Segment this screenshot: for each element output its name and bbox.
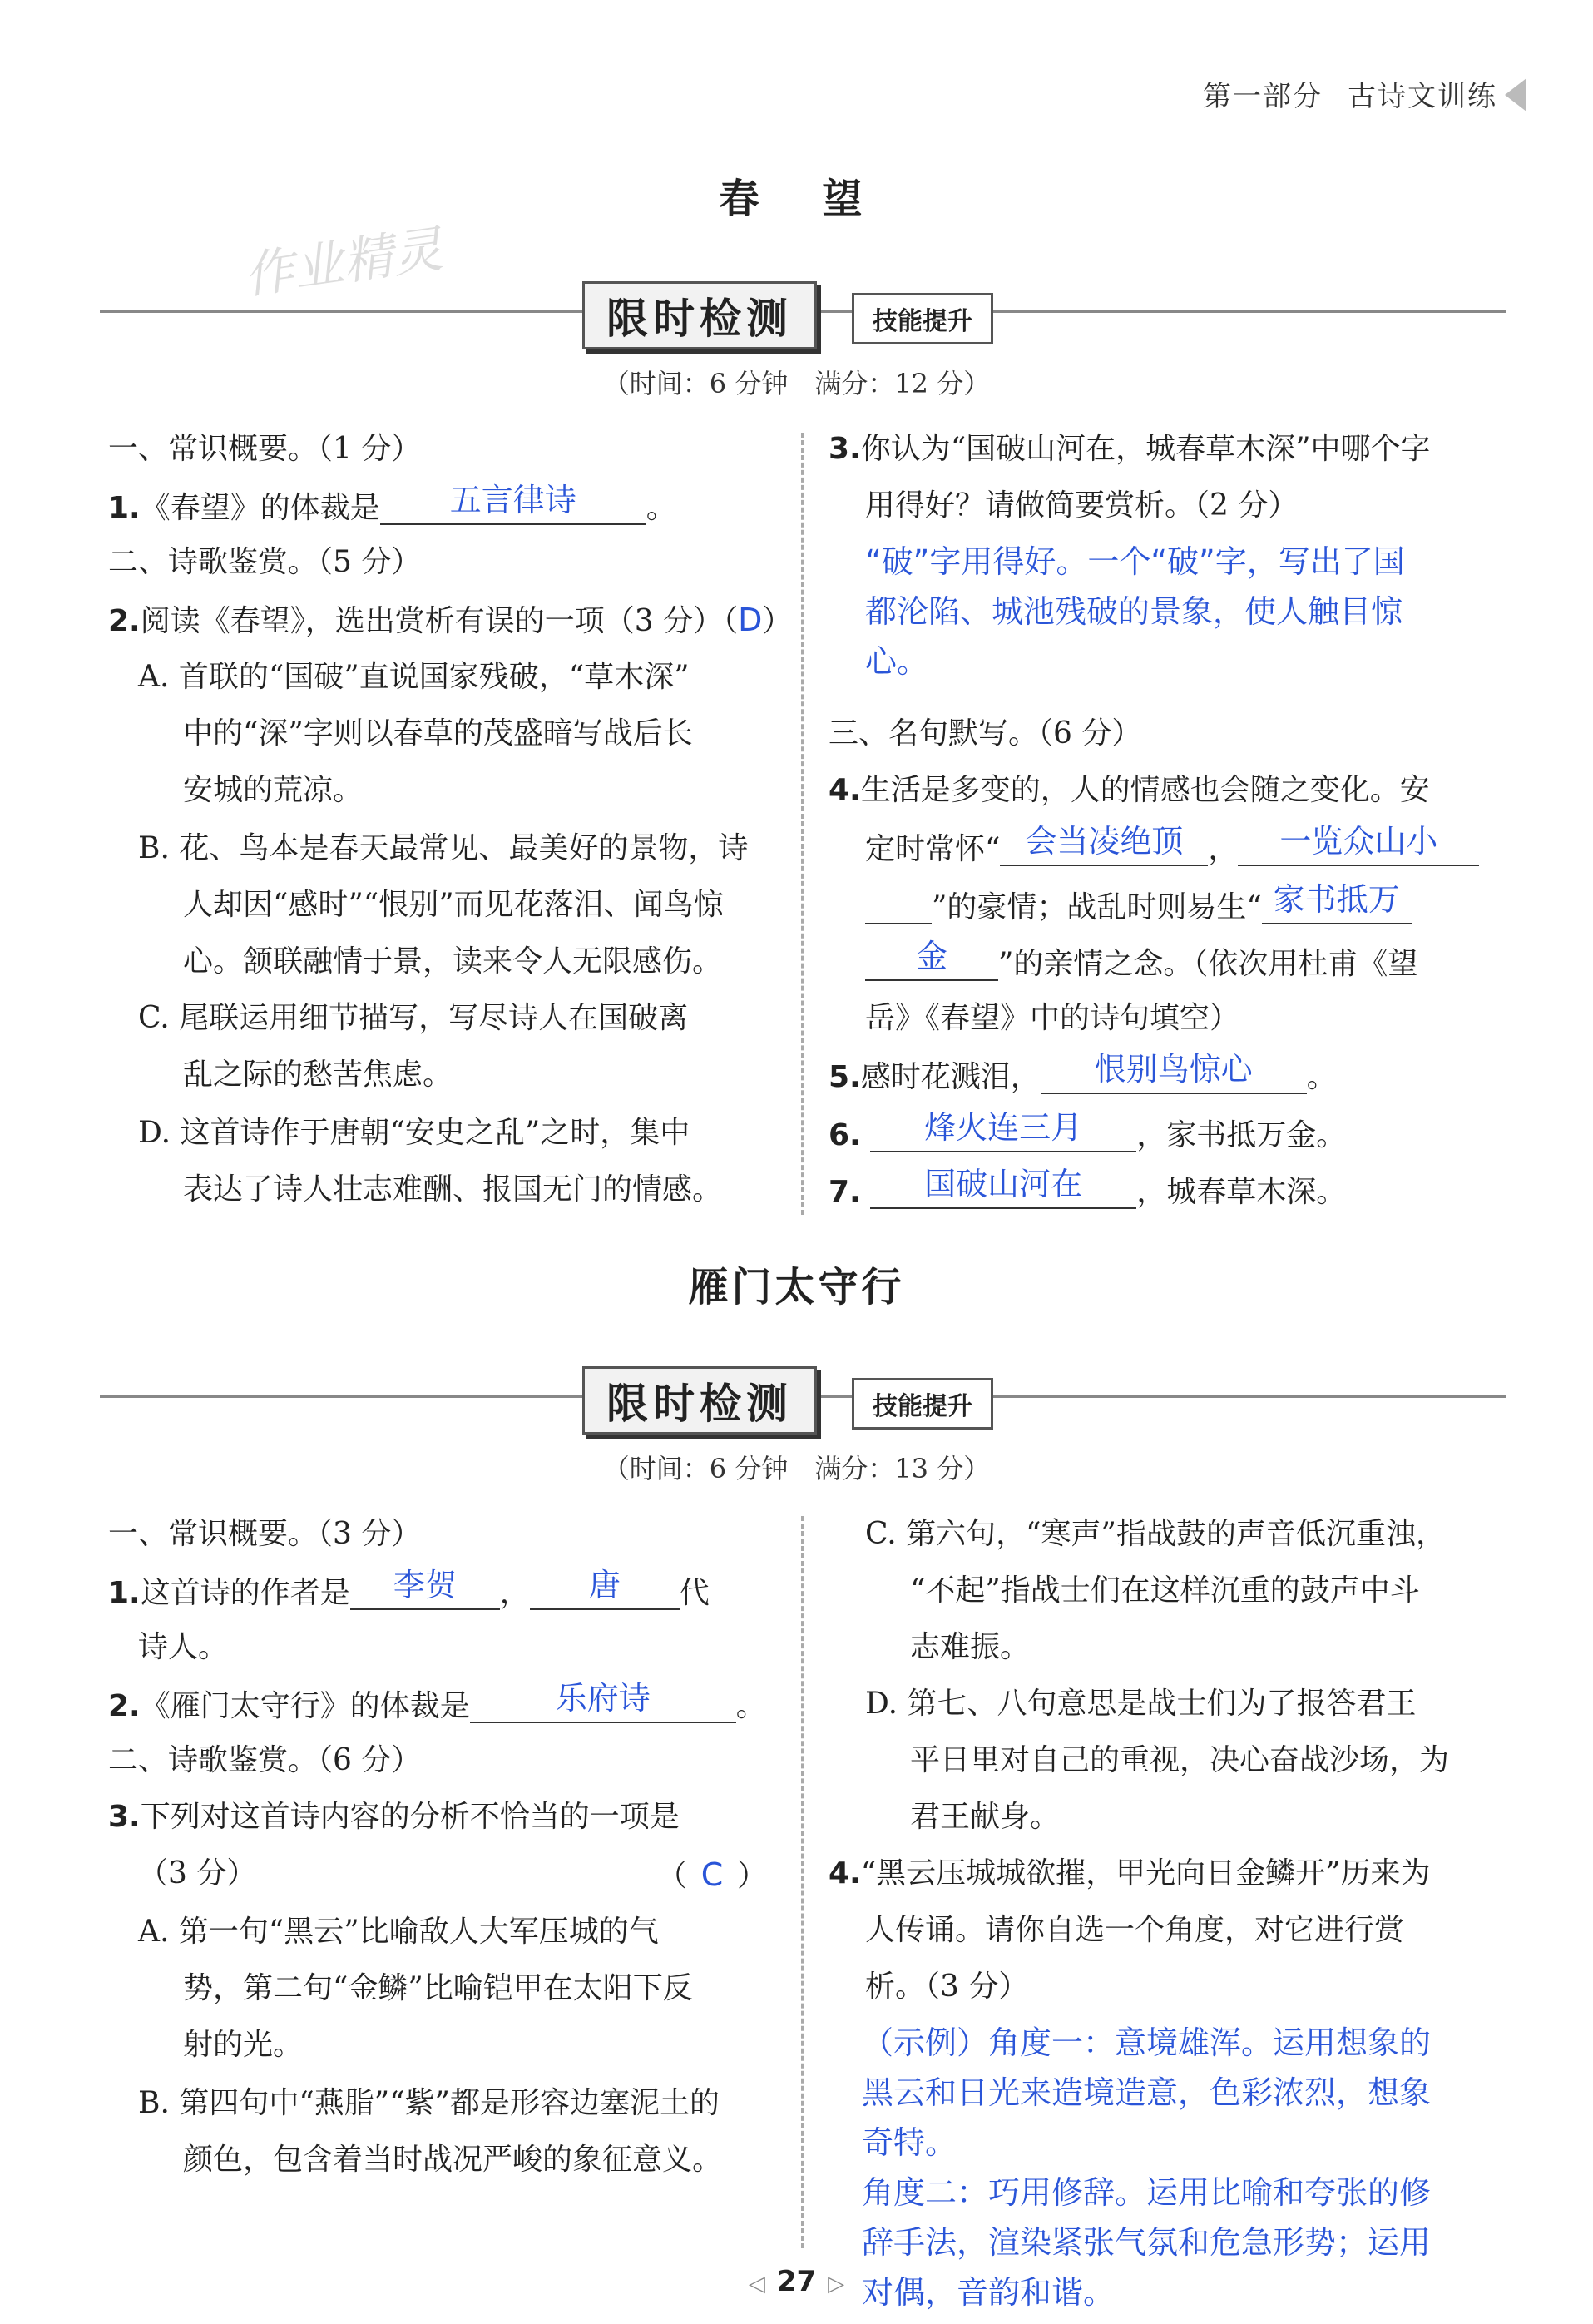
answer-4-line: 角度二：巧用修辞。运用比喻和夸张的修: [862, 2174, 1432, 2211]
answer-4-line: 对偶，音韵和谐。: [862, 2274, 1116, 2311]
answer-6: 烽火连三月: [924, 1109, 1083, 1146]
section-heading: 二、诗歌鉴赏。（6 分）: [108, 1743, 422, 1777]
answer-4-line: 奇特。: [862, 2124, 957, 2161]
answer-7: 国破山河在: [924, 1166, 1083, 1202]
option-a-line: 射的光。: [183, 2028, 304, 2062]
answer-4: （示例）角度一：意境雄浑。运用想象的: [862, 2024, 1432, 2061]
option-b: B. 第四句中“燕脂”“紫”都是形容边塞泥土的: [138, 2086, 720, 2120]
answer-4c: 家书抵万: [1273, 881, 1400, 918]
question-6: 6. 烽火连三月 ，家书抵万金。: [829, 1109, 1347, 1152]
option-a-line: 中的“深”字则以春草的茂盛暗写战后长: [183, 716, 693, 751]
page-header: [1203, 73, 1497, 114]
watermark-logo: 作业精灵: [240, 220, 447, 306]
question-2: 2.阅读《春望》，选出赏析有误的一项（3 分）（D）: [108, 602, 793, 638]
option-a-line: 势，第二句“金鳞”比喻铠甲在太阳下反: [183, 1971, 693, 2005]
option-d: D. 这首诗作于唐朝“安史之乱”之时，集中: [138, 1116, 690, 1150]
option-d-line: 平日里对自己的重视，决心奋战沙场，为: [910, 1743, 1450, 1777]
section-heading: 三、名句默写。（6 分）: [829, 716, 1142, 751]
answer-1a: 李贺: [393, 1567, 457, 1603]
option-d-line: 表达了诗人壮志难酬、报国无门的情感。: [183, 1172, 723, 1207]
poem2-bar-title: 限时检测: [582, 1366, 817, 1435]
option-a: A. 第一句“黑云”比喻敌人大军压城的气: [138, 1915, 659, 1949]
option-c-line: 志难振。: [910, 1630, 1031, 1664]
header-part: 第一部分: [1203, 80, 1323, 113]
question-2: 2.《雁门太守行》的体裁是 乐府诗 。: [108, 1680, 766, 1723]
poem1-bar-title: 限时检测: [582, 281, 817, 349]
option-c: C. 第六句，“寒声”指战鼓的声音低沉重浊，: [865, 1517, 1446, 1551]
poem2-bar-tag: 技能提升: [852, 1378, 993, 1430]
option-c-line: “不起”指战士们在这样沉重的鼓声中斗: [910, 1573, 1420, 1608]
option-b-line: 人却因“感时”“恨别”而见花落泪、闻鸟惊: [183, 888, 724, 922]
question-1-line: 诗人。: [138, 1630, 229, 1664]
question-1: 1.这首诗的作者是 李贺 ， 唐 代: [108, 1567, 710, 1610]
answer-3-line: 都沦陷、城池残破的景象，使人触目惊: [865, 593, 1403, 630]
left-triangle-icon: ◁: [748, 2272, 765, 2297]
question-4-line: 析。（3 分）: [865, 1970, 1029, 2004]
answer-3: C: [700, 1856, 724, 1893]
header-arrow-icon: [1505, 78, 1526, 111]
answer-2: 乐府诗: [555, 1680, 651, 1717]
answer-4-line: 黑云和日光来造境造意，色彩浓烈，想象: [862, 2074, 1432, 2111]
poem1-time-info: （时间：6 分钟 满分：12 分）: [602, 368, 991, 399]
answer-2: D: [738, 602, 763, 638]
option-b: B. 花、鸟本是春天最常见、最美好的景物，诗: [138, 831, 749, 865]
poem2-column-divider: [801, 1516, 804, 2248]
option-a-line: 安城的荒凉。: [183, 773, 364, 807]
answer-4-line: 辞手法，渲染紧张气氛和危急形势；运用: [862, 2224, 1432, 2261]
section-heading: 一、常识概要。（3 分）: [108, 1517, 422, 1551]
question-4-line: 人传诵。请你自选一个角度，对它进行赏: [865, 1913, 1405, 1947]
poem1-title: 春 望: [719, 176, 874, 222]
question-3-answer: （ C ）: [657, 1856, 768, 1893]
poem1-column-divider: [801, 433, 804, 1215]
question-4: 4.生活是多变的，人的情感也会随之变化。安: [829, 773, 1430, 807]
answer-4c-end: 金: [915, 938, 947, 974]
answer-5: 恨别鸟惊心: [1094, 1051, 1253, 1088]
question-7: 7. 国破山河在 ，城春草木深。: [829, 1166, 1347, 1209]
answer-3-line: 心。: [865, 643, 929, 680]
option-d-line: 君王献身。: [910, 1800, 1061, 1834]
section-heading: 一、常识概要。（1 分）: [108, 432, 422, 466]
answer-4b: 一览众山小: [1279, 823, 1438, 860]
option-d: D. 第七、八句意思是战士们为了报答君王: [865, 1687, 1417, 1721]
poem1-bar-tag: 技能提升: [852, 293, 993, 344]
question-4-line: 金 ”的亲情之念。（依次用杜甫《望: [865, 947, 1417, 981]
question-4-line: 定时常怀“ 会当凌绝顶 ， 一览众山小: [865, 832, 1479, 866]
option-a: A. 首联的“国破”直说国家残破，“草木深”: [138, 660, 690, 694]
poem2-title: 雁门太守行: [688, 1264, 905, 1311]
question-4-line: 岳》《春望》中的诗句填空）: [865, 1001, 1240, 1035]
option-b-line: 颜色，包含着当时战况严峻的象征意义。: [183, 2143, 723, 2177]
question-3-line: （3 分）: [138, 1856, 257, 1890]
option-c-line: 乱之际的愁苦焦虑。: [183, 1058, 453, 1092]
question-5: 5.感时花溅泪， 恨别鸟惊心 。: [829, 1051, 1337, 1094]
right-triangle-icon: ▷: [828, 2272, 845, 2297]
answer-1: 五言律诗: [449, 482, 576, 518]
header-section: 古诗文训练: [1348, 80, 1497, 113]
answer-1b: 唐: [588, 1567, 621, 1603]
question-3: 3.下列对这首诗内容的分析不恰当的一项是: [108, 1800, 680, 1834]
answer-3: “破”字用得好。一个“破”字，写出了国: [865, 543, 1405, 580]
answer-4a: 会当凌绝顶: [1025, 823, 1184, 860]
question-3: 3.你认为“国破山河在，城春草木深”中哪个字: [829, 432, 1431, 466]
option-c: C. 尾联运用细节描写，写尽诗人在国破离: [138, 1001, 689, 1035]
question-1: 1.《春望》的体裁是 五言律诗 。: [108, 482, 676, 525]
question-3-line: 用得好？请做简要赏析。（2 分）: [865, 488, 1299, 523]
option-b-line: 心。颔联融情于景，读来令人无限感伤。: [183, 944, 723, 979]
poem2-time-info: （时间：6 分钟 满分：13 分）: [602, 1453, 991, 1484]
section-heading: 二、诗歌鉴赏。（5 分）: [108, 545, 422, 579]
question-4-line: ”的豪情；战乱时则易生“ 家书抵万: [865, 890, 1412, 924]
question-4: 4.“黑云压城城欲摧，甲光向日金鳞开”历来为: [829, 1856, 1431, 1890]
page-number: ◁ 27 ▷: [748, 2265, 845, 2298]
